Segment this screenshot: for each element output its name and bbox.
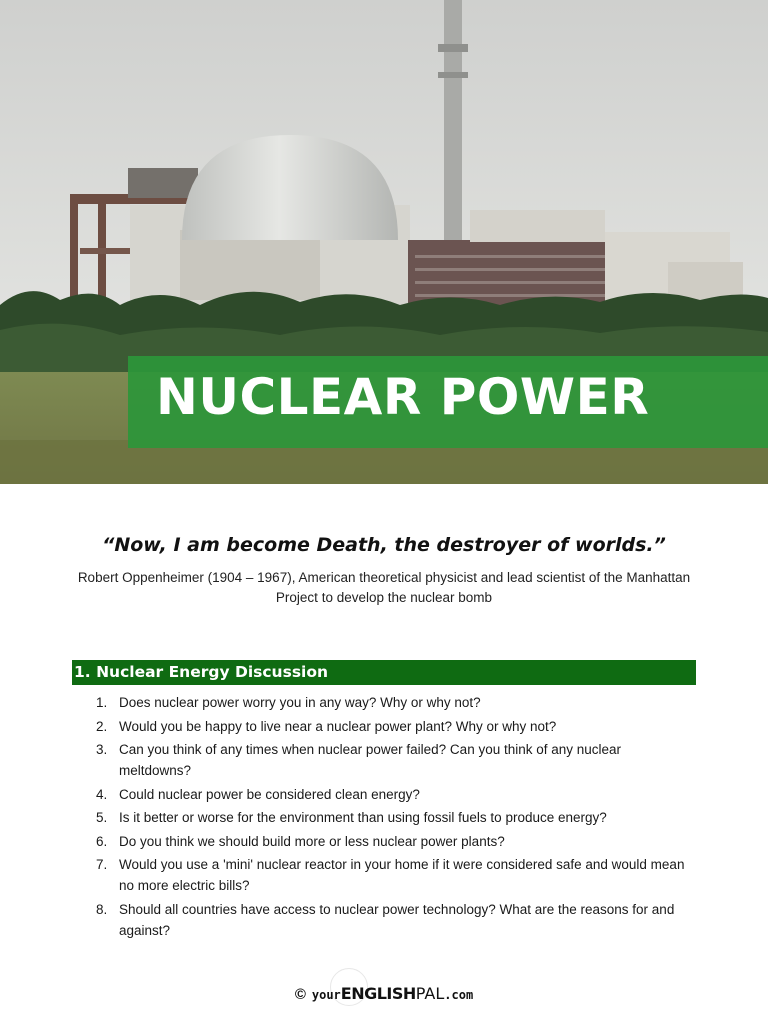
item-number: 1. (96, 695, 108, 710)
item-number: 8. (96, 901, 108, 917)
quote-attribution (70, 568, 698, 608)
page-title: NUCLEAR POWER (156, 368, 650, 426)
item-text: Would you use a 'mini' nuclear reactor in your home if it were considered safe and would mean no more electric bills? (119, 857, 685, 893)
list-item (90, 807, 696, 828)
item-text: Could nuclear power be considered clean energy? (119, 786, 420, 802)
title-banner (128, 356, 768, 448)
item-number: 4. (96, 786, 108, 802)
item-text: Does nuclear power worry you in any way? Why or why not? (119, 695, 481, 710)
item-text: Would you be happy to live near a nuclear power plant? Why or why not? (119, 718, 557, 734)
list-item (90, 854, 696, 896)
section-heading: 1. Nuclear Energy Discussion (72, 660, 696, 685)
item-number: 2. (96, 718, 108, 734)
question-list (90, 692, 696, 943)
item-number: 3. (96, 742, 108, 757)
quote-text: “Now, I am become Death, the destroyer of worlds.” (102, 534, 666, 556)
item-number: 7. (96, 857, 108, 872)
list-item (90, 899, 696, 941)
brand-com: .com (444, 988, 474, 1002)
item-text: Should all countries have access to nuclear power technology? What are the reasons for and against? (119, 901, 675, 938)
hero-photo (0, 0, 768, 484)
item-number: 6. (96, 833, 108, 849)
list-item (90, 739, 696, 781)
item-text: Do you think we should build more or less nuclear power plants? (119, 833, 505, 849)
footer-brand (0, 984, 768, 1003)
item-text: Is it better or worse for the environment than using fossil fuels to produce energy? (119, 810, 607, 825)
brand-your: your (311, 988, 341, 1002)
brand-english: ENGLISH (340, 984, 416, 1003)
attribution-line: Project to develop the nuclear bomb (275, 590, 493, 605)
attribution-line: Robert Oppenheimer (1904 – 1967), American theoretical physicist and lead scientist of the Manhattan (77, 570, 691, 585)
brand-pal: PAL (415, 984, 445, 1003)
list-item (90, 716, 696, 737)
list-item (90, 784, 696, 805)
list-item (90, 831, 696, 852)
copyright-symbol: © (294, 986, 306, 1003)
list-item (90, 692, 696, 713)
item-number: 5. (96, 810, 108, 825)
item-text: Can you think of any times when nuclear power failed? Can you think of any nuclear meltdowns? (119, 742, 622, 778)
